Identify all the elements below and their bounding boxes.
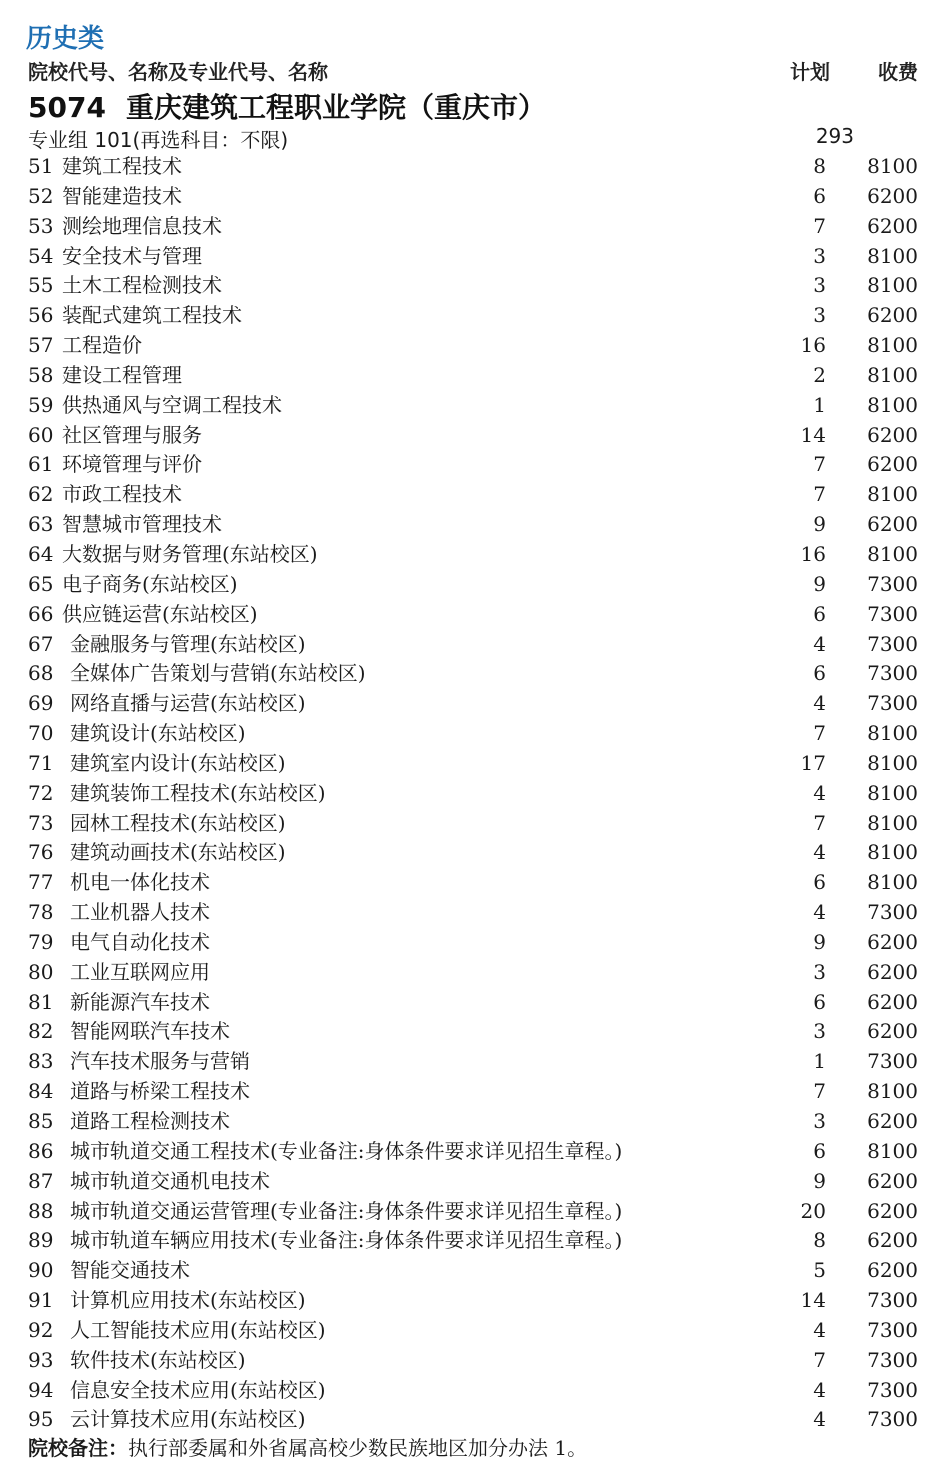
- major-name: 环境管理与评价: [62, 452, 202, 477]
- major-code: 94: [28, 1377, 54, 1402]
- major-group-plan: 293: [815, 124, 854, 148]
- major-fee: 6200: [867, 929, 918, 954]
- major-plan: 3: [813, 273, 826, 298]
- table-row: [26, 630, 926, 660]
- major-plan: 17: [800, 750, 826, 775]
- table-row: [26, 868, 926, 898]
- major-name: 建筑动画技术(东站校区): [70, 840, 286, 865]
- major-code: 64: [28, 541, 54, 566]
- major-code: 85: [28, 1109, 54, 1133]
- major-name: 计算机应用技术(东站校区): [70, 1288, 306, 1313]
- table-row: [26, 361, 926, 391]
- major-name: 智能网联汽车技术: [70, 1019, 230, 1044]
- major-name: 建筑工程技术: [62, 154, 182, 178]
- major-plan: 20: [800, 1198, 826, 1223]
- major-code: 72: [28, 780, 54, 805]
- major-plan: 6: [813, 989, 826, 1014]
- table-row: [26, 271, 926, 301]
- major-name: 电气自动化技术: [70, 929, 210, 954]
- major-plan: 4: [813, 691, 826, 716]
- major-fee: 8100: [867, 392, 918, 417]
- major-plan: 4: [813, 780, 826, 805]
- table-row: [26, 1226, 926, 1256]
- major-code: 87: [28, 1168, 54, 1193]
- major-name: 智能交通技术: [70, 1258, 190, 1283]
- table-row: [26, 600, 926, 630]
- table-row: [26, 1167, 926, 1197]
- table-row: [26, 152, 926, 182]
- major-name: 人工智能技术应用(东站校区): [70, 1317, 326, 1342]
- major-code: 59: [28, 392, 54, 417]
- table-row: [26, 659, 926, 689]
- major-name: 供热通风与空调工程技术: [62, 392, 282, 417]
- major-fee: 8100: [867, 780, 918, 805]
- major-plan: 7: [813, 482, 826, 507]
- table-row: [26, 719, 926, 749]
- major-plan: 8: [813, 1228, 826, 1253]
- major-name: 测绘地理信息技术: [62, 213, 222, 238]
- table-row: [26, 331, 926, 361]
- major-fee: 6200: [867, 183, 918, 208]
- major-plan: 3: [813, 959, 826, 984]
- major-fee: 7300: [867, 661, 918, 686]
- table-row: [26, 749, 926, 779]
- table-row: [26, 779, 926, 809]
- major-plan: 2: [813, 362, 826, 387]
- major-plan: 16: [800, 541, 826, 566]
- major-fee: 8100: [867, 333, 918, 358]
- school-note: [28, 1432, 587, 1461]
- major-fee: 8100: [867, 810, 918, 835]
- major-name: 装配式建筑工程技术: [62, 303, 242, 328]
- major-code: 91: [28, 1288, 54, 1313]
- table-row: [26, 1316, 926, 1346]
- major-name: 建筑设计(东站校区): [70, 721, 246, 746]
- major-fee: 8100: [867, 482, 918, 507]
- school-note-text: 执行部委属和外省属高校少数民族地区加分办法 1。: [128, 1436, 588, 1460]
- major-plan: 4: [813, 1377, 826, 1402]
- major-code: 84: [28, 1079, 54, 1104]
- major-fee: 7300: [867, 1317, 918, 1342]
- major-plan: 9: [813, 571, 826, 596]
- major-name: 智能建造技术: [62, 183, 182, 208]
- major-fee: 8100: [867, 840, 918, 865]
- major-name: 园林工程技术(东站校区): [70, 810, 286, 835]
- major-code: 82: [28, 1019, 54, 1044]
- major-plan: 7: [813, 810, 826, 835]
- table-row: [26, 540, 926, 570]
- major-name: 建筑装饰工程技术(东站校区): [70, 780, 326, 805]
- table-row: [26, 1107, 926, 1137]
- major-group-name: 专业组 101(再选科目：不限): [28, 128, 289, 152]
- major-code: 60: [28, 422, 54, 447]
- major-name: 网络直播与运营(东站校区): [70, 691, 306, 716]
- major-fee: 8100: [867, 154, 918, 178]
- major-name: 安全技术与管理: [62, 243, 202, 268]
- major-code: 80: [28, 959, 54, 984]
- table-row: [26, 1047, 926, 1077]
- major-fee: 8100: [867, 243, 918, 268]
- major-fee: 8100: [867, 362, 918, 387]
- table-row: [26, 1405, 926, 1435]
- major-code: 61: [28, 452, 54, 477]
- table-row: [26, 898, 926, 928]
- major-code: 69: [28, 691, 54, 716]
- major-name: 城市轨道交通运营管理(专业备注:身体条件要求详见招生章程。): [70, 1198, 623, 1223]
- major-code: 55: [28, 273, 54, 298]
- major-code: 62: [28, 482, 54, 507]
- major-fee: 8100: [867, 273, 918, 298]
- major-fee: 6200: [867, 213, 918, 238]
- major-plan: 6: [813, 601, 826, 626]
- major-fee: 7300: [867, 1288, 918, 1313]
- major-plan: 6: [813, 183, 826, 208]
- major-plan: 4: [813, 1407, 826, 1432]
- major-plan: 7: [813, 213, 826, 238]
- major-fee: 6200: [867, 1228, 918, 1253]
- major-fee: 6200: [867, 452, 918, 477]
- major-name: 城市轨道交通机电技术: [70, 1168, 270, 1193]
- major-name: 土木工程检测技术: [62, 273, 222, 298]
- major-code: 86: [28, 1138, 54, 1163]
- major-plan: 9: [813, 929, 826, 954]
- major-name: 工业机器人技术: [70, 900, 210, 925]
- major-code: 67: [28, 631, 54, 656]
- major-name: 工程造价: [62, 333, 142, 358]
- major-name: 市政工程技术: [62, 482, 182, 507]
- major-fee: 6200: [867, 303, 918, 328]
- major-plan: 14: [800, 422, 826, 447]
- major-code: 95: [28, 1407, 54, 1432]
- major-fee: 7300: [867, 1049, 918, 1074]
- major-code: 88: [28, 1198, 54, 1223]
- major-fee: 7300: [867, 1407, 918, 1432]
- table-row: [26, 1256, 926, 1286]
- major-name: 全媒体广告策划与营销(东站校区): [70, 661, 366, 686]
- table-row: [26, 480, 926, 510]
- major-fee: 7300: [867, 1377, 918, 1402]
- major-code: 81: [28, 989, 54, 1014]
- major-fee: 8100: [867, 721, 918, 746]
- major-code: 71: [28, 750, 54, 775]
- major-code: 63: [28, 512, 54, 537]
- major-plan: 8: [813, 154, 826, 178]
- table-row: [26, 391, 926, 421]
- major-code: 92: [28, 1317, 54, 1342]
- table-row: [26, 1197, 926, 1227]
- major-plan: 6: [813, 1138, 826, 1163]
- school-code: 5074: [28, 91, 106, 124]
- major-plan: 3: [813, 1109, 826, 1133]
- major-code: 66: [28, 601, 54, 626]
- major-fee: 6200: [867, 1258, 918, 1283]
- major-code: 57: [28, 333, 54, 358]
- major-fee: 6200: [867, 989, 918, 1014]
- major-plan: 6: [813, 870, 826, 895]
- table-row: [26, 212, 926, 242]
- major-name: 金融服务与管理(东站校区): [70, 631, 306, 656]
- column-header-plan: 计划: [790, 60, 830, 84]
- major-code: 76: [28, 840, 54, 865]
- major-fee: 6200: [867, 1198, 918, 1223]
- table-row: [26, 510, 926, 540]
- major-name: 电子商务(东站校区): [62, 571, 238, 596]
- major-fee: 8100: [867, 1079, 918, 1104]
- major-code: 68: [28, 661, 54, 686]
- major-fee: 7300: [867, 631, 918, 656]
- major-name: 智慧城市管理技术: [62, 512, 222, 537]
- column-header-name: 院校代号、名称及专业代号、名称: [28, 60, 328, 84]
- major-plan: 16: [800, 333, 826, 358]
- table-row: [26, 1017, 926, 1047]
- major-name: 城市轨道车辆应用技术(专业备注:身体条件要求详见招生章程。): [70, 1228, 623, 1253]
- table-row: [26, 1077, 926, 1107]
- table-row: [26, 689, 926, 719]
- major-plan: 7: [813, 721, 826, 746]
- major-plan: 3: [813, 303, 826, 328]
- major-code: 54: [28, 243, 54, 268]
- major-name: 大数据与财务管理(东站校区): [62, 541, 318, 566]
- major-name: 道路工程检测技术: [70, 1109, 230, 1133]
- major-fee: 6200: [867, 422, 918, 447]
- major-plan: 4: [813, 900, 826, 925]
- major-name: 工业互联网应用: [70, 959, 210, 984]
- major-fee: 8100: [867, 870, 918, 895]
- major-code: 65: [28, 571, 54, 596]
- major-fee: 6200: [867, 1168, 918, 1193]
- major-group-row: [28, 124, 918, 152]
- major-fee: 7300: [867, 1347, 918, 1372]
- major-plan: 1: [813, 1049, 826, 1074]
- major-name: 信息安全技术应用(东站校区): [70, 1377, 326, 1402]
- school-note-label: 院校备注：: [28, 1436, 128, 1460]
- major-fee: 6200: [867, 512, 918, 537]
- major-list: [26, 152, 926, 1435]
- major-fee: 6200: [867, 959, 918, 984]
- major-plan: 5: [813, 1258, 826, 1283]
- major-code: 93: [28, 1347, 54, 1372]
- major-code: 53: [28, 213, 54, 238]
- major-name: 城市轨道交通工程技术(专业备注:身体条件要求详见招生章程。): [70, 1138, 623, 1163]
- major-code: 70: [28, 721, 54, 746]
- major-code: 56: [28, 303, 54, 328]
- table-row: [26, 1346, 926, 1376]
- major-code: 58: [28, 362, 54, 387]
- major-name: 建设工程管理: [62, 362, 182, 387]
- major-name: 道路与桥梁工程技术: [70, 1079, 250, 1104]
- major-code: 79: [28, 929, 54, 954]
- category-title: 历史类: [26, 24, 105, 54]
- major-name: 机电一体化技术: [70, 870, 210, 895]
- major-fee: 8100: [867, 1138, 918, 1163]
- major-plan: 3: [813, 1019, 826, 1044]
- major-code: 78: [28, 900, 54, 925]
- major-plan: 9: [813, 512, 826, 537]
- major-code: 51: [28, 154, 54, 178]
- major-fee: 6200: [867, 1109, 918, 1133]
- major-fee: 7300: [867, 691, 918, 716]
- column-header-fee: 收费: [878, 60, 918, 84]
- major-fee: 7300: [867, 571, 918, 596]
- table-row: [26, 450, 926, 480]
- table-row: [26, 838, 926, 868]
- table-row: [26, 1376, 926, 1406]
- major-plan: 3: [813, 243, 826, 268]
- major-fee: 6200: [867, 1019, 918, 1044]
- major-plan: 6: [813, 661, 826, 686]
- major-code: 89: [28, 1228, 54, 1253]
- table-row: [26, 570, 926, 600]
- table-row: [26, 1286, 926, 1316]
- major-plan: 1: [813, 392, 826, 417]
- major-plan: 14: [800, 1288, 826, 1313]
- major-plan: 4: [813, 1317, 826, 1342]
- major-name: 供应链运营(东站校区): [62, 601, 258, 626]
- table-row: [26, 182, 926, 212]
- major-name: 建筑室内设计(东站校区): [70, 750, 286, 775]
- major-fee: 7300: [867, 900, 918, 925]
- school-title: [28, 86, 546, 126]
- major-name: 软件技术(东站校区): [70, 1347, 246, 1372]
- table-row: [26, 809, 926, 839]
- school-name: 重庆建筑工程职业学院（重庆市）: [126, 91, 547, 124]
- major-name: 云计算技术应用(东站校区): [70, 1407, 306, 1432]
- major-code: 73: [28, 810, 54, 835]
- major-name: 社区管理与服务: [62, 422, 202, 447]
- major-plan: 7: [813, 452, 826, 477]
- major-name: 新能源汽车技术: [70, 989, 210, 1014]
- major-fee: 7300: [867, 601, 918, 626]
- major-fee: 8100: [867, 750, 918, 775]
- major-code: 90: [28, 1258, 54, 1283]
- major-code: 52: [28, 183, 54, 208]
- major-code: 77: [28, 870, 54, 895]
- table-row: [26, 958, 926, 988]
- major-name: 汽车技术服务与营销: [70, 1049, 250, 1074]
- major-plan: 4: [813, 840, 826, 865]
- table-row: [26, 242, 926, 272]
- major-fee: 8100: [867, 541, 918, 566]
- table-row: [26, 301, 926, 331]
- major-plan: 7: [813, 1347, 826, 1372]
- major-plan: 4: [813, 631, 826, 656]
- table-row: [26, 988, 926, 1018]
- table-row: [26, 928, 926, 958]
- major-plan: 9: [813, 1168, 826, 1193]
- major-code: 83: [28, 1049, 54, 1074]
- table-row: [26, 421, 926, 451]
- table-row: [26, 1137, 926, 1167]
- major-plan: 7: [813, 1079, 826, 1104]
